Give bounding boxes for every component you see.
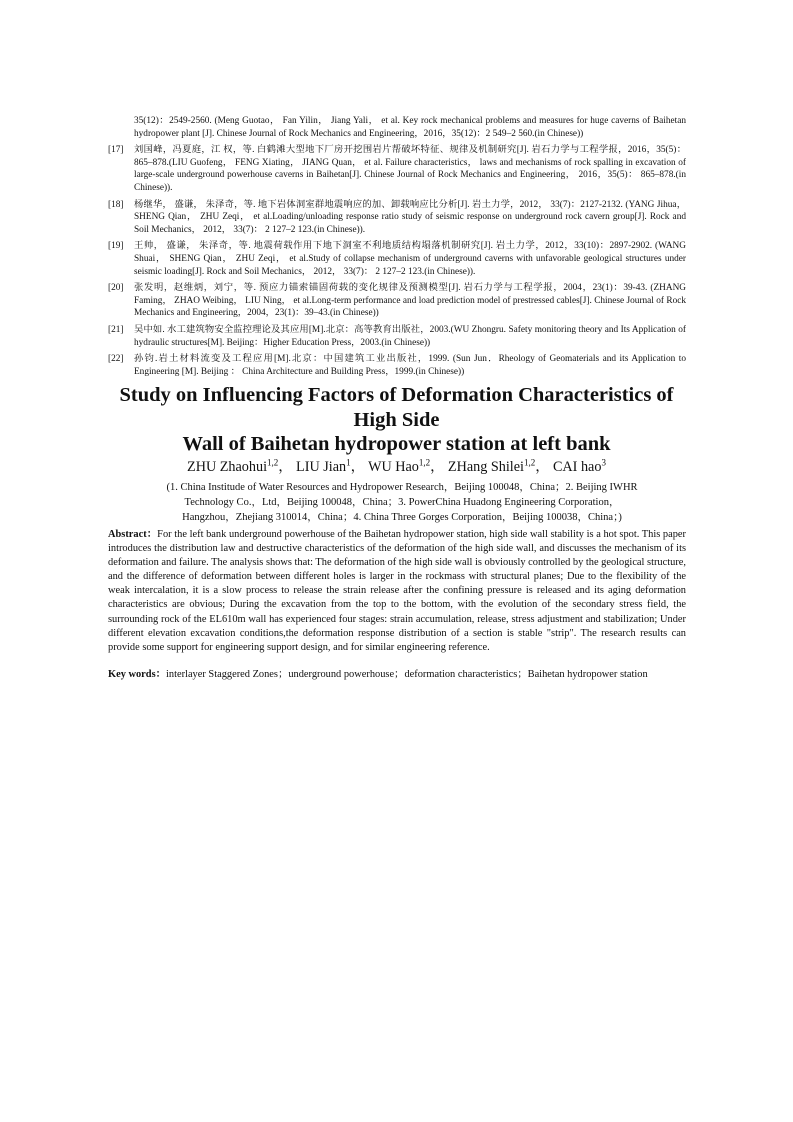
reference-number: [22]: [108, 354, 124, 365]
affiliations: (1. China Institude of Water Resources and Hydropower Research，Beijing 100048，China；2. Beijing IWHR Technology Co.，Ltd，Beijing 100048，China；3. PowerChina Huadong Engineering Corporation，Hangzhou，Zhejiang 310014，China；4. China Three Gorges Corporation，Beijing 100038，China；): [166, 482, 638, 523]
reference-item: [108, 282, 686, 320]
author-name: WU Hao: [368, 459, 419, 475]
keywords: [108, 668, 686, 682]
paper-title: [100, 383, 693, 457]
reference-item: [108, 324, 686, 349]
author-affiliation-mark: 1: [346, 457, 351, 468]
reference-item: [108, 240, 686, 278]
reference-number: [19]: [108, 241, 124, 252]
reference-text: 王帅， 盛谦， 朱泽奇，等. 地震荷载作用下地下洞室不利地质结构塌落机制研究[J]. 岩土力学，2012，33(10)：2897-2902. (WANG Shuai， SHENG Qian， ZHU Zeqi， et al.Study of collapse mechanism of underground caverns with unfavorable geological structures under seismic loading[J]. Rock and Soil Mechanics， 2012， 33(7)： 2 127–2 123.(in Chinese)).: [134, 241, 686, 277]
reference-text: 杨继华， 盛谦， 朱泽奇，等. 地下岩体洞室群地震响应的加、卸载响应比分析[J]. 岩土力学，2012， 33(7)：2127-2132. (YANG Jihua， SHENG Qian， ZHU Zeqi， et al.Loading/unloading response ratio study of seismic response on underground rock cavern group[J]. Rock and Soil Mechanics， 2012， 33(7)： 2 127–2 123.(in Chinese)).: [134, 199, 686, 235]
keywords-label: Key words：: [108, 669, 167, 680]
keywords-text: interlayer Staggered Zones；underground powerhouse；deformation characteristics；Baihetan hydropower station: [166, 669, 648, 680]
author-affiliation-mark: 3: [601, 457, 606, 468]
reference-number: [18]: [108, 199, 124, 210]
author-name: CAI hao: [552, 459, 602, 475]
author-affiliation-mark: 1,2: [523, 457, 536, 468]
title-line: High Side: [353, 408, 440, 431]
reference-item: [108, 144, 686, 194]
reference-item: [108, 199, 686, 237]
reference-item: [108, 353, 686, 378]
reference-item: [108, 115, 686, 140]
abstract: [108, 528, 686, 655]
reference-text: 刘国峰，冯夏庭，江 权，等. 白鹤滩大型地下厂房开挖围岩片帮破坏特征、规律及机制研究[J]. 岩石力学与工程学报，2016，35(5)：865–878.(LIU Guofeng， FENG Xiating， JIANG Quan， et al. Failure characteristics， laws and mechanisms of rock spalling in excavation of large-scale underground powerhouse caverns in Baihetan[J]. Chinese Journal of Rock Mechanics and Engineering， 2016，35(5)： 865–878.(in Chinese)).: [134, 145, 686, 193]
title-line: Study on Influencing Factors of Deformation Characteristics of: [119, 384, 674, 406]
reference-text: 孙钧.岩土材料流变及工程应用[M].北京：中国建筑工业出版社，1999. (Sun Jun．Rheology of Geomaterials and its Application to Engineering [M]. Beijing ： China Architecture and Building Press，1999.(in Chinese)): [134, 354, 686, 377]
author-name: ZHang Shilei: [447, 459, 524, 475]
author-affiliation-mark: 1,2: [267, 457, 279, 468]
reference-list: [108, 115, 686, 382]
author-list: ZHU Zhaohui$^{1,2}$， LIU Jian$^1$， WU Hao$^{1,2}$， ZHang Shilei$^{1,2}$， CAI hao$^3$: [187, 457, 606, 475]
reference-number: [20]: [108, 283, 124, 294]
author-name: ZHU Zhaohui: [187, 459, 268, 475]
reference-text: 张发明，赵维炳，刘宁，等. 预应力锚索锚固荷载的变化规律及预测模型[J]. 岩石力学与工程学报，2004，23(1)：39-43. (ZHANG Faming， ZHAO Weibing， LIU Ning， et al.Long-term performance and load prediction model of prestressed cables[J]. Chinese Journal of Rock Mechanics and Engineering，2004，23(1)：39–43.(in Chinese)): [134, 283, 686, 319]
title-line: Wall of Baihetan hydropower station at left bank: [182, 433, 611, 455]
author-name: LIU Jian: [296, 459, 347, 475]
reference-text: 吴中如. 水工建筑物安全监控理论及其应用[M].北京：高等教育出版社，2003.(WU Zhongru. Safety monitoring theory and Its Application of hydraulic structures[M]. Beijing：Higher Education Press，2003.(in Chinese)): [134, 324, 686, 348]
reference-text: 35(12)：2549-2560. (Meng Guotao， Fan Yilin， Jiang Yali， et al. Key rock mechanical problems and measures for huge caverns of Baihetan hydropower plant [J]. Chinese Journal of Rock Mechanics and Engineering，2016，35(12)：2 549–2 560.(in Chinese)): [134, 116, 686, 139]
reference-number: [17]: [108, 145, 124, 156]
reference-number: [21]: [108, 324, 124, 335]
author-affiliation-mark: 1,2: [418, 457, 431, 468]
abstract-label: Abstract：: [108, 529, 158, 540]
abstract-text: For the left bank underground powerhouse of the Baihetan hydropower station, high side wall stability is a hot spot. This paper introduces the distribution law and destructive characteristics of the deformation of the high side wall, and discusses the mechanism of its deformation and failure. The analysis shows that: The deformation of the high side wall is obviously controlled by the geological structure, and the difference of deformation between different holes is larger in the rockmass with structural planes; Due to the flexibility of the weak intercalation, it is a slow process to release the strain release after the confining pressure is released and its aging deformation characteristics are obvious; During the excavation from the top to the bottom, with the evolution of the secondary stress field, the surrounding rock of the EL610m wall has experienced four stages: strain accumulation, release, stress adjustment and stabilization; Under different elevation excavation conditions,the deformation response distribution of a section is stable "strip". The research results can provide some support for engineering support design, and for similar engineering reference.: [108, 529, 686, 653]
